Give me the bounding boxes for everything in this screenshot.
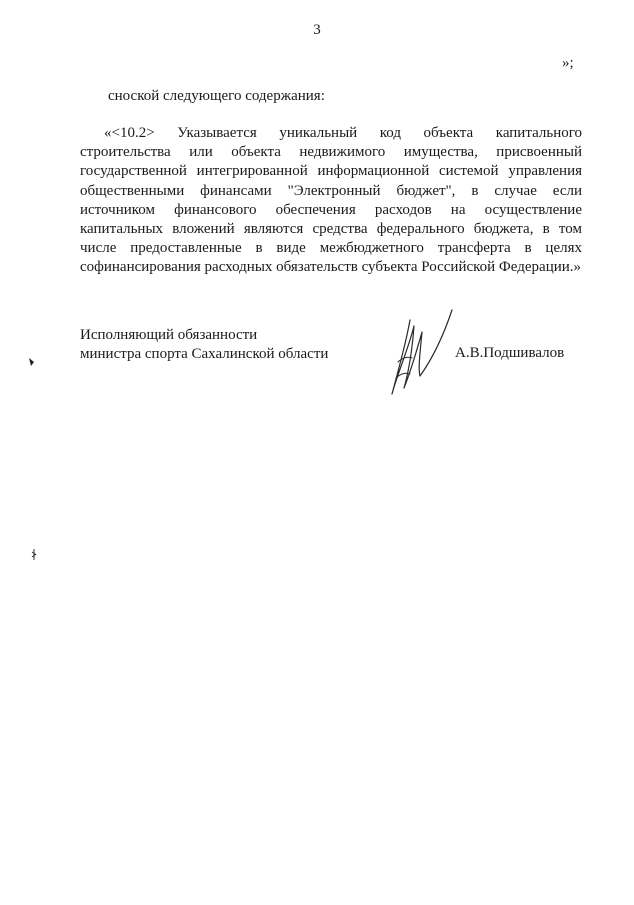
scan-speck-2 <box>30 548 38 562</box>
scan-speck-1 <box>28 356 36 368</box>
signatory-title-line-1: Исполняющий обязанности <box>80 327 258 343</box>
footnote-paragraph <box>80 124 582 278</box>
signatory-title-line-2: министра спорта Сахалинской области <box>80 346 329 362</box>
closing-quote: »; <box>562 55 574 71</box>
signatory-name: А.В.Подшивалов <box>455 345 565 361</box>
page-number: 3 <box>313 22 321 38</box>
signatory-title <box>80 326 328 364</box>
footnote-text: «<10.2> Указывается уникальный код объекта капитального строительства или объекта недвижимого имущества, присвоенный государственной интегрированной информационной системой управления общественными финансами "Электронный бюджет", в случае если источником финансового обеспечения расходов на осуществление капитальных вложений являются средства федерального бюджета, в том числе предоставленные в виде межбюджетного трансферта в целях софинансирования расходных обязательств субъекта Российской Федерации.» <box>80 125 582 276</box>
intro-line: сноской следующего содержания: <box>108 88 325 104</box>
